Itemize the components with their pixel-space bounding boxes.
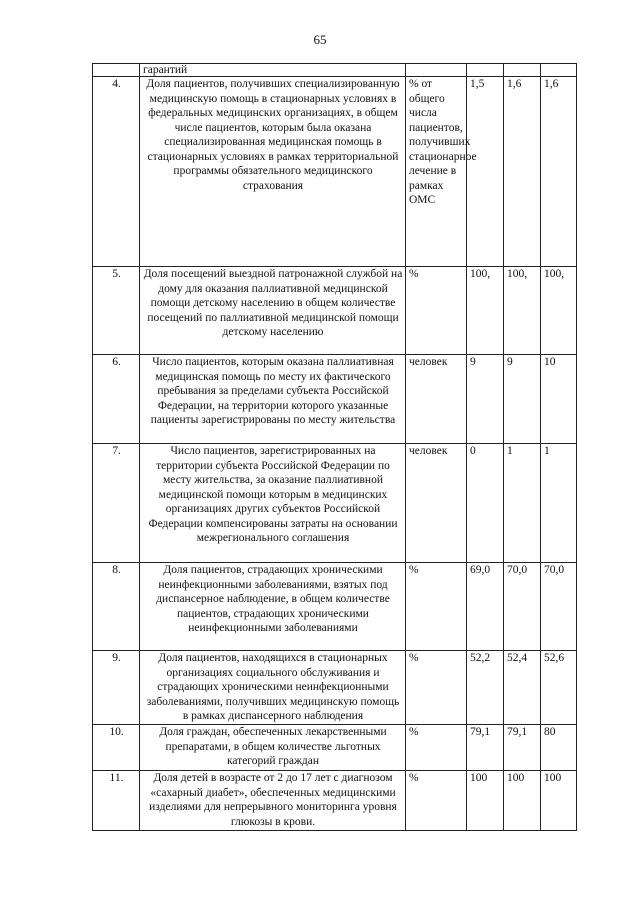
cell-value-3: 1,6 bbox=[541, 77, 577, 267]
cell-value-3: 52,6 bbox=[541, 651, 577, 725]
cell-value-1: 69,0 bbox=[467, 563, 504, 651]
cell-unit: человек bbox=[406, 355, 467, 444]
cell-value-3 bbox=[541, 64, 577, 77]
cell-num: 9. bbox=[93, 651, 140, 725]
table-row bbox=[93, 77, 577, 267]
cell-value-2 bbox=[504, 64, 541, 77]
cell-unit: % от общего числа пациентов, получивших стационарное лечение в рамках ОМС bbox=[406, 77, 467, 267]
cell-value-1: 1,5 bbox=[467, 77, 504, 267]
cell-num: 5. bbox=[93, 267, 140, 355]
cell-unit bbox=[406, 64, 467, 77]
cell-unit: человек bbox=[406, 444, 467, 563]
table-row bbox=[93, 267, 577, 355]
cell-num: 11. bbox=[93, 771, 140, 831]
cell-value-1: 100 bbox=[467, 771, 504, 831]
cell-value-2: 100, bbox=[504, 267, 541, 355]
cell-indicator-name: гарантий bbox=[140, 64, 406, 77]
cell-value-1 bbox=[467, 64, 504, 77]
cell-unit: % bbox=[406, 651, 467, 725]
cell-value-3: 100, bbox=[541, 267, 577, 355]
cell-value-2: 70,0 bbox=[504, 563, 541, 651]
cell-unit: % bbox=[406, 267, 467, 355]
table-row bbox=[93, 563, 577, 651]
cell-num: 8. bbox=[93, 563, 140, 651]
cell-indicator-name: Доля пациентов, находящихся в стационарных организациях социального обслуживания и страдающих хроническими неинфекционными заболеваниями, получивших медицинскую помощь в рамках диспансерного наблюдения bbox=[140, 651, 406, 725]
cell-num bbox=[93, 64, 140, 77]
cell-indicator-name: Доля посещений выездной патронажной службой на дому для оказания паллиативной медицинской помощи детскому населению в общем количестве посещений по паллиативной медицинской помощи детскому населению bbox=[140, 267, 406, 355]
table-row bbox=[93, 651, 577, 725]
cell-value-3: 10 bbox=[541, 355, 577, 444]
cell-unit: % bbox=[406, 563, 467, 651]
cell-indicator-name: Доля детей в возрасте от 2 до 17 лет с диагнозом «сахарный диабет», обеспеченных медицинскими изделиями для непрерывного мониторинга уровня глюкозы в крови. bbox=[140, 771, 406, 831]
cell-value-1: 9 bbox=[467, 355, 504, 444]
cell-value-3: 100 bbox=[541, 771, 577, 831]
cell-value-2: 79,1 bbox=[504, 725, 541, 771]
cell-value-1: 100, bbox=[467, 267, 504, 355]
cell-value-2: 52,4 bbox=[504, 651, 541, 725]
cell-value-1: 79,1 bbox=[467, 725, 504, 771]
cell-value-2: 100 bbox=[504, 771, 541, 831]
cell-indicator-name: Доля пациентов, получивших специализированную медицинскую помощь в стационарных условиях в федеральных медицинских организациях, в общем числе пациентов, которым была оказана специализированная медицинская помощь в стационарных условиях в рамках территориальной программы обязательного медицинского страхования bbox=[140, 77, 406, 267]
cell-value-3: 70,0 bbox=[541, 563, 577, 651]
cell-value-2: 1,6 bbox=[504, 77, 541, 267]
indicators-table bbox=[92, 63, 577, 831]
table-row bbox=[93, 355, 577, 444]
cell-value-2: 9 bbox=[504, 355, 541, 444]
table-row bbox=[93, 771, 577, 831]
cell-num: 4. bbox=[93, 77, 140, 267]
page-number: 65 bbox=[313, 32, 327, 47]
cell-value-2: 1 bbox=[504, 444, 541, 563]
cell-indicator-name: Число пациентов, которым оказана паллиативная медицинская помощь по месту их фактического пребывания за пределами субъекта Российской Федерации, на территории которого указанные пациенты зарегистрированы по месту жительства bbox=[140, 355, 406, 444]
cell-value-3: 80 bbox=[541, 725, 577, 771]
cell-indicator-name: Число пациентов, зарегистрированных на территории субъекта Российской Федерации по месту жительства, за оказание паллиативной медицинской помощи которым в медицинских организациях других субъектов Российской Федерации компенсированы затраты на основании межрегионального соглашения bbox=[140, 444, 406, 563]
table-row-continuation bbox=[93, 64, 577, 77]
cell-num: 7. bbox=[93, 444, 140, 563]
cell-num: 6. bbox=[93, 355, 140, 444]
cell-unit: % bbox=[406, 771, 467, 831]
cell-indicator-name: Доля граждан, обеспеченных лекарственными препаратами, в общем количестве льготных категорий граждан bbox=[140, 725, 406, 771]
table-row bbox=[93, 444, 577, 563]
cell-value-3: 1 bbox=[541, 444, 577, 563]
table-row bbox=[93, 725, 577, 771]
cell-value-1: 52,2 bbox=[467, 651, 504, 725]
cell-num: 10. bbox=[93, 725, 140, 771]
cell-indicator-name: Доля пациентов, страдающих хроническими неинфекционными заболеваниями, взятых под диспансерное наблюдение, в общем количестве пациентов, страдающих хроническими неинфекционными заболеваниями bbox=[140, 563, 406, 651]
cell-value-1: 0 bbox=[467, 444, 504, 563]
cell-unit: % bbox=[406, 725, 467, 771]
